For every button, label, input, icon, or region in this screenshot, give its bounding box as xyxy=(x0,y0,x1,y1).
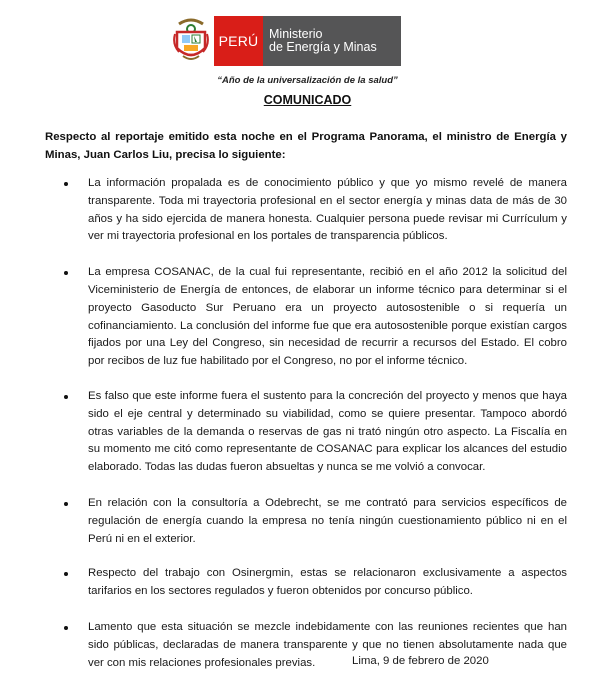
bullet-icon xyxy=(64,395,68,399)
statement-item xyxy=(45,175,567,246)
bullet-icon xyxy=(64,572,68,576)
year-motto: “Año de la universalización de la salud” xyxy=(217,75,398,86)
bullet-icon xyxy=(64,182,68,186)
statement-text: La información propalada es de conocimiento público y que yo mismo revelé de manera transparente. Toda mi trayectoria profesional en el sector energía y minas data de más de 30 años y ha sido ejercida de manera honesta. Cualquier persona puede revisar mi Currículum y ver mi trayectoria profesional en los portales de transparencia públicos. xyxy=(88,177,567,243)
statement-list xyxy=(45,175,567,672)
statement-item xyxy=(45,264,567,371)
ministry-name-line1: Ministerio xyxy=(269,27,323,41)
statement-text: Lamento que esta situación se mezcle indebidamente con las reuniones recientes que han sido públicas, declaradas de manera transparente y que no tienen absolutamente nada que ver con mis relaciones profesionales previas. xyxy=(88,620,567,669)
statement-item xyxy=(45,565,567,601)
statement-text: La empresa COSANAC, de la cual fui representante, recibió en el año 2012 la solicitud del Viceministerio de Energía de entonces, de elaborar un informe técnico para determinar si el proyecto Gasoducto Sur Peruano era un proyecto autosostenible o si requería un cofinanciamiento. La conclusión del informe fue que era autosostenible porque existían cargos fijados por una Ley del Congreso, sin necesidad de recurrir a recursos del Estado. El cobro por recibos de luz fue habilitado por el Congreso, no por el informe técnico. xyxy=(88,266,567,368)
statement-text: Respecto del trabajo con Osinergmin, estas se relacionaron exclusivamente a aspectos tarifarios en los sectores regulados y fueron obtenidos por concurso público. xyxy=(88,567,567,598)
peru-label: PERÚ xyxy=(218,33,259,49)
statement-item xyxy=(45,388,567,477)
statement-text: En relación con la consultoría a Odebrecht, se me contrató para servicios específicos de regulación de energía cuando la empresa no tenía ningún cuestionamiento público ni en el Perú ni en el exterior. xyxy=(88,496,567,545)
ministry-logo xyxy=(172,16,401,66)
statement-item xyxy=(45,495,567,548)
bullet-icon xyxy=(64,271,68,275)
intro-paragraph: Respecto al reportaje emitido esta noche en el Programa Panorama, el ministro de Energía y Minas, Juan Carlos Liu, precisa lo siguiente: xyxy=(45,131,567,161)
place-and-date: Lima, 9 de febrero de 2020 xyxy=(352,655,489,667)
peru-label-box xyxy=(214,16,263,66)
document-title: COMUNICADO xyxy=(263,93,352,107)
coat-of-arms-icon xyxy=(172,16,210,66)
bullet-icon xyxy=(64,626,68,630)
ministry-label-box xyxy=(263,16,401,66)
ministry-name-line2: de Energía y Minas xyxy=(269,40,377,54)
statement-text: Es falso que este informe fuera el sustento para la concreción del proyecto y menos que haya sido el eje central y determinado su viabilidad, como se quiere presentar. Tampoco abordó otras variables de la demanda o reservas de gas ni trató ningún otro aspecto. La Fiscalía en su momento me citó como representante de COSANAC para explicar los alcances del estudio elaborado. Todas las dudas fueron absueltas y nunca se me volvió a convocar. xyxy=(88,389,567,474)
bullet-icon xyxy=(64,502,68,506)
